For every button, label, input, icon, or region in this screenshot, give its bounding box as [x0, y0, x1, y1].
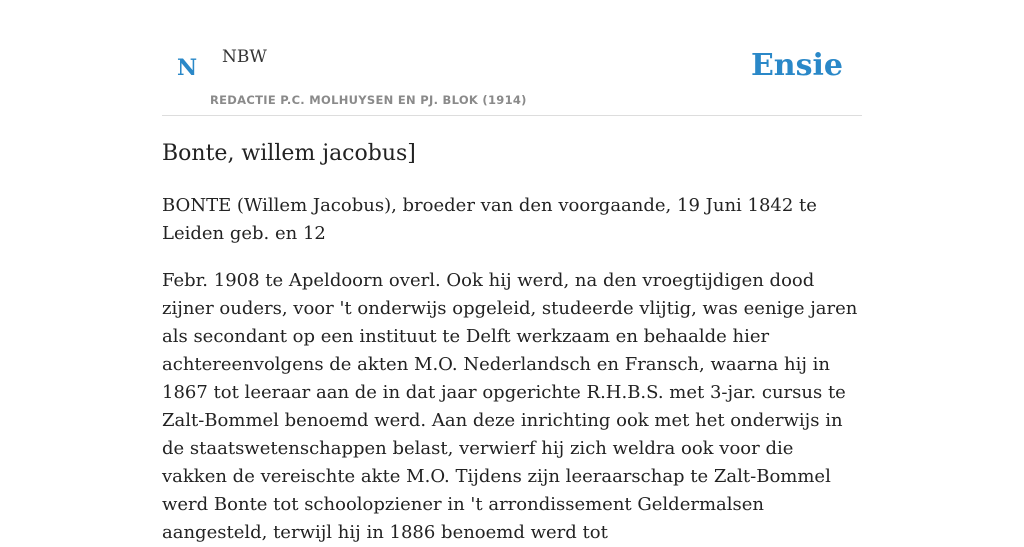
page	[162, 0, 862, 543]
brand-logo[interactable]: Ensie	[750, 48, 843, 83]
article-paragraph: Febr. 1908 te Apeldoorn overl. Ook hij werd, na den vroegtijdigen dood zijner ouders, voor 't onderwijs opgeleid, studeerde vlijtig, was eenige jaren als secondant op een instituut te Delft werkzaam en behaalde hier achtereenvolgens de akten M.O. Nederlandsch en Fransch, waarna hij in 1867 tot leeraar aan de in dat jaar opgerichte R.H.B.S. met 3-jar. cursus te Zalt-Bommel benoemd werd. Aan deze inrichting ook met het onderwijs in de staatswetenschappen belast, verwierf hij zich weldra ook voor die vakken de vereischte akte M.O. Tijdens zijn leeraarschap te Zalt-Bommel werd Bonte tot schoolopziener in 't arrondissement Geldermalsen aangesteld, terwijl hij in 1886 benoemd werd tot	[162, 270, 858, 543]
source-logo[interactable]: N	[177, 55, 198, 81]
article-paragraph: BONTE (Willem Jacobus), broeder van den voorgaande, 19 Juni 1842 te Leiden geb. en 12	[162, 195, 817, 244]
article-title: Bonte, willem jacobus]	[162, 141, 416, 166]
source-subtitle: REDACTIE P.C. MOLHUYSEN EN PJ. BLOK (1914)	[210, 93, 527, 107]
source-name[interactable]: NBW	[222, 47, 267, 67]
header	[162, 0, 862, 116]
